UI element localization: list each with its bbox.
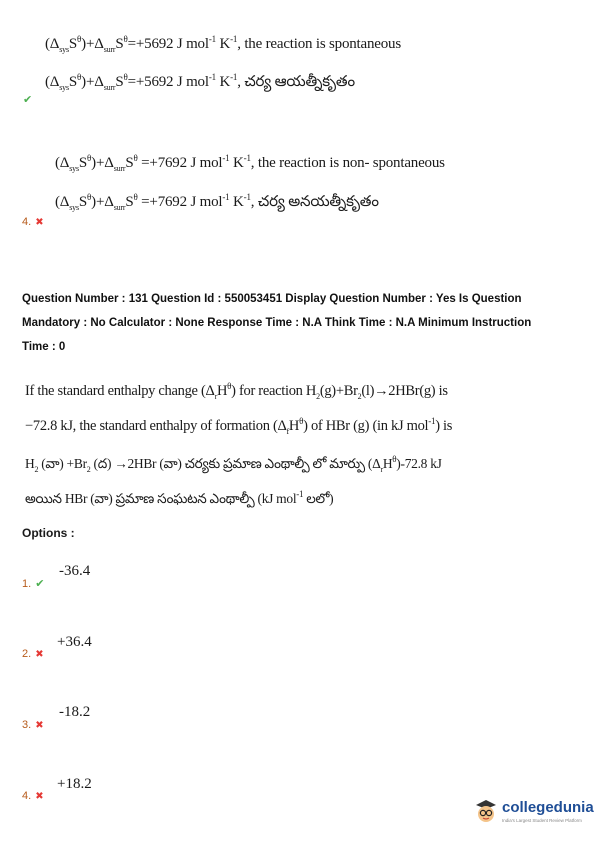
logo-name: collegedunia xyxy=(502,799,594,816)
option4-equation-telugu: $(\Delta_{sys}S^\theta)+\Delta_{surr}S^\theta =+7692$ J mol$^{-1}$ $K^{-1}$, చర్య అనయత్నీకృతం xyxy=(55,192,379,212)
option-1-value[interactable]: -36.4 xyxy=(59,563,91,579)
wrong-cross-icon: ✖ xyxy=(35,791,44,802)
option-2-value[interactable]: +36.4 xyxy=(57,634,92,650)
wrong-cross-icon: ✖ xyxy=(35,720,44,731)
option-number: 4. xyxy=(22,216,32,228)
option-4-marker xyxy=(22,786,44,804)
question-text-telugu-line2: అయిన HBr (వా) ప్రమాణ సంఘటన ఎంథాల్పీ (kJ mol$^{-1}$ లలో) xyxy=(25,489,334,506)
metadata-line: Question Number : 131 Question Id : 550053451 Display Question Number : Yes Is Question xyxy=(22,293,522,305)
option-2-marker xyxy=(22,644,44,662)
option-number: 3. xyxy=(22,719,32,731)
option3-equation-telugu: $(\Delta_{sys}S^\theta)+\Delta_{surr}S^\theta=+5692$ J mol$^{-1}$ $K^{-1}$, చర్య ఆయత్నీకృతం xyxy=(45,72,355,92)
wrong-cross-icon: ✖ xyxy=(35,217,44,228)
metadata-line: Time : 0 xyxy=(22,341,66,353)
question-text-english-line1: If the standard enthalpy change $(\Delta_rH^\theta)$ for reaction $H_2(g)+Br_2(l)\to 2HBr(g)$ is xyxy=(25,381,448,401)
correct-check-icon: ✔ xyxy=(35,577,45,590)
option-number: 4. xyxy=(22,790,32,802)
question-metadata xyxy=(22,287,531,359)
option-number: 2. xyxy=(22,648,32,660)
collegedunia-logo xyxy=(473,796,594,830)
question-text-english-line2: −72.8 kJ, the standard enthalpy of formation $(\Delta_fH^\theta)$ of HBr (g) (in kJ mol$^{-1}$) is xyxy=(25,416,453,436)
option-3-value[interactable]: -18.2 xyxy=(59,704,91,720)
option-1-marker xyxy=(22,574,44,592)
correct-check-icon: ✔ xyxy=(23,93,33,106)
option-3-marker xyxy=(22,715,44,733)
option4-equation-english: $(\Delta_{sys}S^\theta)+\Delta_{surr}S^\theta =+7692$ J mol$^{-1}$ $K^{-1}$, the reaction is non- spontaneous xyxy=(55,153,445,173)
option-number: 1. xyxy=(22,578,32,590)
option-4-value[interactable]: +18.2 xyxy=(57,776,92,792)
option4-marker xyxy=(22,212,44,230)
logo-tagline: India's Largest Student Review Platform xyxy=(502,818,582,823)
options-label: Options : xyxy=(22,526,75,540)
mascot-icon xyxy=(473,797,499,825)
question-text-telugu-line1: $H_2$ (వా) $+Br_2$ (ద) →2HBr (వా) చర్యకు ప్రమాణ ఎంథాల్పీ లో మార్పు $(\Delta_rH^\theta)-72.8$ kJ xyxy=(25,454,442,474)
option3-equation-english: $(\Delta_{sys}S^\theta)+\Delta_{surr}S^\theta=+5692$ J mol$^{-1}$ $K^{-1}$, the reaction is spontaneous xyxy=(45,34,401,54)
metadata-line: Mandatory : No Calculator : None Response Time : N.A Think Time : N.A Minimum Instruction xyxy=(22,317,532,329)
wrong-cross-icon: ✖ xyxy=(35,649,44,660)
